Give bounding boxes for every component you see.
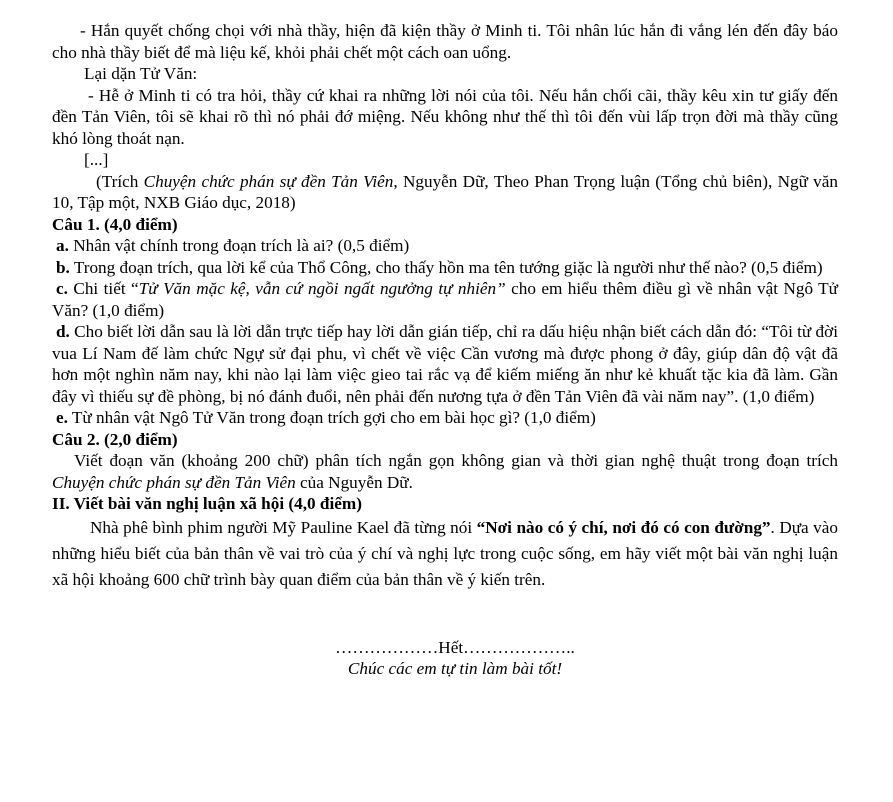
- end-marker: ………………Hết………………..: [335, 637, 575, 657]
- question-1c-quote: Tử Văn mặc kệ, vẫn cứ ngồi ngất ngưởng tự nhiên”: [138, 279, 506, 298]
- question-1c: [52, 278, 838, 321]
- part-2-quote: “Nơi nào có ý chí, nơi đó có con đường”: [476, 517, 771, 537]
- part-2-heading: II. Viết bài văn nghị luận xã hội (4,0 điểm): [52, 494, 362, 513]
- citation: [52, 171, 838, 214]
- question-1e-text: Từ nhân vật Ngô Tử Văn trong đoạn trích gợi cho em bài học gì? (1,0 điểm): [67, 408, 596, 427]
- question-1c-label: c.: [56, 279, 68, 298]
- passage-paragraph-1: - Hắn quyết chống chọi với nhà thầy, hiện đã kiện thầy ở Minh ti. Tôi nhân lúc hắn đi vắng lén đến đây báo cho nhà thầy biết để mà liệu kế, khỏi phải chết một cách oan uổng.: [52, 21, 838, 62]
- passage-paragraph-2: Lại dặn Tử Văn:: [84, 64, 198, 83]
- question-1d-label: d.: [56, 322, 70, 341]
- part-2-text: [52, 515, 838, 593]
- question-1d: [52, 321, 838, 407]
- passage-ellipsis: [...]: [84, 150, 109, 169]
- citation-rest: , Nguyễn Dữ, Theo Phan Trọng luận (Tổng chủ biên), Ngữ văn 10, Tập một, NXB Giáo dục, 2018): [52, 171, 838, 212]
- question-1a: [52, 235, 838, 257]
- question-1a-label: a.: [56, 236, 69, 255]
- citation-work-title: Chuyện chức phán sự đền Tản Viên: [143, 171, 394, 191]
- question-1-heading: Câu 1. (4,0 điểm): [52, 214, 178, 234]
- question-1c-post: cho em hiểu thêm điều gì về nhân vật Ngô Tử Văn? (1,0 điểm): [52, 279, 838, 320]
- question-1e-label: e.: [56, 408, 68, 427]
- question-1d-text: Cho biết lời dẫn sau là lời dẫn trực tiếp hay lời dẫn gián tiếp, chỉ ra dấu hiệu nhận biết cách dẫn đó: “Tôi từ đời vua Lí Nam đế làm chức Ngự sử đại phu, vì chết về việc Cần vương mà được phong ở đây, giúp dân độ vật đã hơn một nghìn năm nay, khi nào lại làm việc gieo tai rắc vạ để kiếm miếng ăn như kẻ khuất tặc kia đã làm. Gần đây vì thiếu sự đề phòng, bị nó đánh đuổi, nên phải đến nương tựa ở đền Tản Viên đã vài năm nay”. (1,0 điểm): [52, 322, 838, 406]
- question-1b-label: b.: [56, 257, 70, 277]
- question-2-text: [52, 450, 838, 493]
- question-2-heading: Câu 2. (2,0 điểm): [52, 429, 178, 449]
- question-1a-text: Nhân vật chính trong đoạn trích là ai? (0,5 điểm): [68, 236, 410, 255]
- question-1b-text: Trong đoạn trích, qua lời kể của Thổ Công, cho thấy hồn ma tên tướng giặc là người như thế nào? (0,5 điểm): [69, 257, 823, 277]
- question-1b: [52, 257, 838, 279]
- part-2-pre: Nhà phê bình phim người Mỹ Pauline Kael đã từng nói: [90, 517, 477, 537]
- question-1c-pre: Chi tiết “: [67, 279, 139, 298]
- question-1e: [52, 407, 838, 429]
- citation-open: (Trích: [96, 171, 144, 191]
- question-2-pre: Viết đoạn văn (khoảng 200 chữ) phân tích ngắn gọn không gian và thời gian nghệ thuật trong đoạn trích: [74, 451, 838, 470]
- part-2-post: . Dựa vào những hiểu biết của bản thân về vai trò của ý chí và nghị lực trong cuộc sống, em hãy viết một bài văn nghị luận xã hội khoảng 600 chữ trình bày quan điểm của bản thân về ý kiến trên.: [52, 517, 839, 589]
- passage-paragraph-3: - Hễ ở Minh ti có tra hỏi, thầy cứ khai ra những lời nói của tôi. Nếu hắn chối cãi, thầy kêu xin tư giấy đến đền Tản Viên, tôi sẽ khai rõ thì nó phải đớ miệng. Nếu không như thế thì tôi đến vùi lấp trọn đời mà thầy cũng khó lòng thoát nạn.: [52, 85, 838, 148]
- question-2-post: của Nguyễn Dữ.: [295, 472, 413, 492]
- question-2-work-title: Chuyện chức phán sự đền Tản Viên: [52, 472, 296, 492]
- closing-wish: Chúc các em tự tin làm bài tốt!: [347, 659, 563, 678]
